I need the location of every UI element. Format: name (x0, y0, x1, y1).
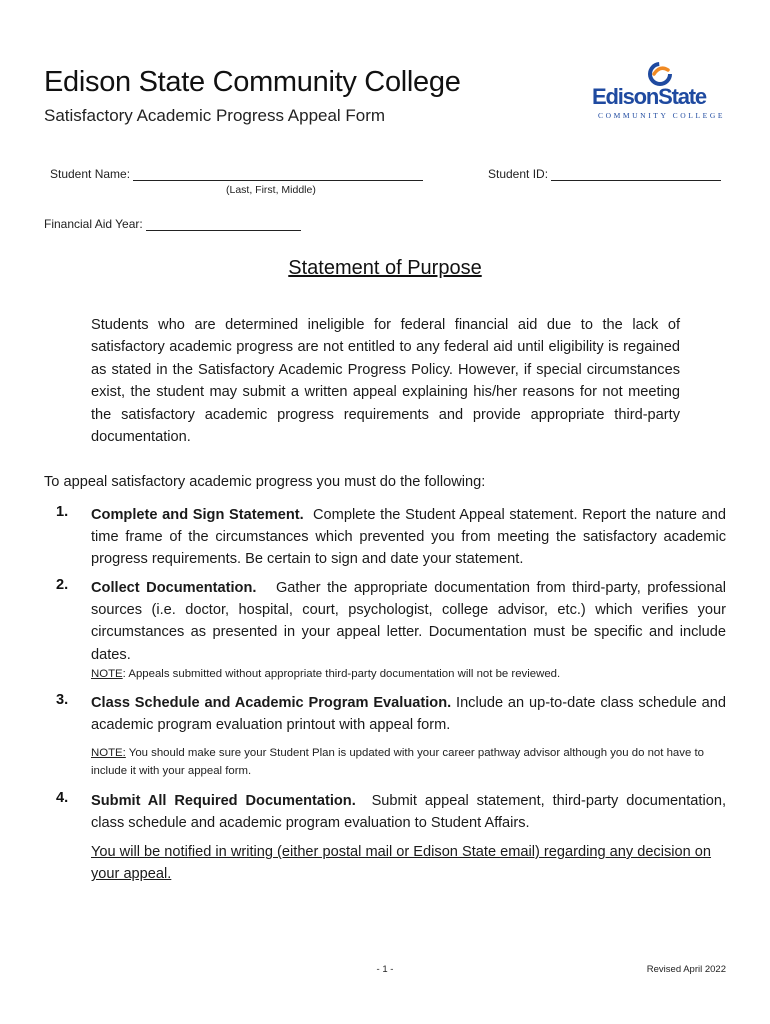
step-number: 2. (56, 577, 69, 593)
page-number: - 1 - (376, 964, 394, 975)
student-name-label: Student Name: (50, 167, 131, 181)
step-3-note (91, 745, 727, 780)
step-4 (44, 790, 726, 834)
notification-notice: You will be notified in writing (either postal mail or Edison State email) regarding any decision on your appeal. (91, 844, 712, 883)
financial-aid-year-line[interactable] (146, 219, 301, 231)
step-text: Gather the appropriate documentation from third-party, professional sources (i.e. doctor, hospital, court, psychologist, college advisor, etc.) which verifies your circumstances as presented in your appeal letter. Documentation must be specific and include dates. (91, 580, 726, 663)
instructions-intro: To appeal satisfactory academic progress you must do the following: (44, 474, 486, 490)
logo-tagline: COMMUNITY COLLEGE (598, 111, 726, 120)
logo-wordmark: EdisonState (592, 84, 706, 109)
step-1 (44, 504, 726, 571)
note-text: : Appeals submitted without appropriate third-party documentation will not be reviewed. (122, 668, 561, 680)
step-2 (44, 577, 726, 666)
step-number: 1. (56, 504, 69, 520)
note-label: NOTE (91, 668, 123, 680)
note-text: You should make sure your Student Plan is updated with your career pathway advisor although you do not have to include it with your appeal form. (91, 747, 704, 777)
step-number: 3. (56, 692, 69, 708)
step-text: Submit appeal statement, third-party documentation, class schedule and academic program evaluation to Student Affairs. (91, 793, 727, 832)
step-text: Include an up-to-date class schedule and academic program evaluation printout with appeal form. (91, 695, 726, 734)
student-id-label: Student ID: (488, 167, 549, 181)
logo-swoosh-icon (648, 62, 674, 86)
student-name-line[interactable] (133, 169, 423, 181)
form-title: Satisfactory Academic Progress Appeal Form (44, 106, 386, 125)
step-lead: Submit All Required Documentation. (91, 793, 356, 809)
purpose-paragraph: Students who are determined ineligible for federal financial aid due to the lack of satisfactory academic progress are not entitled to any federal aid until eligibility is regained as stated in the Satisfactory Academic Progress Policy. However, if special circumstances exist, the student may submit a written appeal explaining his/her reasons for not meeting the satisfactory academic progress requirements and provide appropriate third-party documentation. (91, 317, 680, 446)
step-lead: Class Schedule and Academic Program Evaluation. (91, 695, 452, 711)
step-number: 4. (56, 790, 69, 806)
step-lead: Complete and Sign Statement. (91, 507, 304, 523)
college-logo (590, 62, 730, 124)
step-lead: Collect Documentation. (91, 580, 257, 596)
step-text: Complete the Student Appeal statement. Report the nature and time frame of the circumstances which prevented you from meeting the satisfactory academic progress requirements. Be certain to sign and date your statement. (91, 507, 727, 568)
financial-aid-year-label: Financial Aid Year: (44, 217, 143, 231)
note-label: NOTE: (91, 747, 126, 759)
section-heading: Statement of Purpose (288, 257, 482, 279)
student-name-field[interactable] (50, 167, 423, 181)
college-title: Edison State Community College (44, 66, 461, 98)
student-name-hint: (Last, First, Middle) (226, 184, 316, 196)
step-3 (44, 692, 726, 736)
student-id-line[interactable] (551, 169, 721, 181)
student-id-field[interactable] (488, 167, 721, 181)
revision-date: Revised April 2022 (646, 964, 726, 975)
step-2-note (91, 666, 727, 684)
financial-aid-year-field[interactable] (44, 217, 301, 231)
